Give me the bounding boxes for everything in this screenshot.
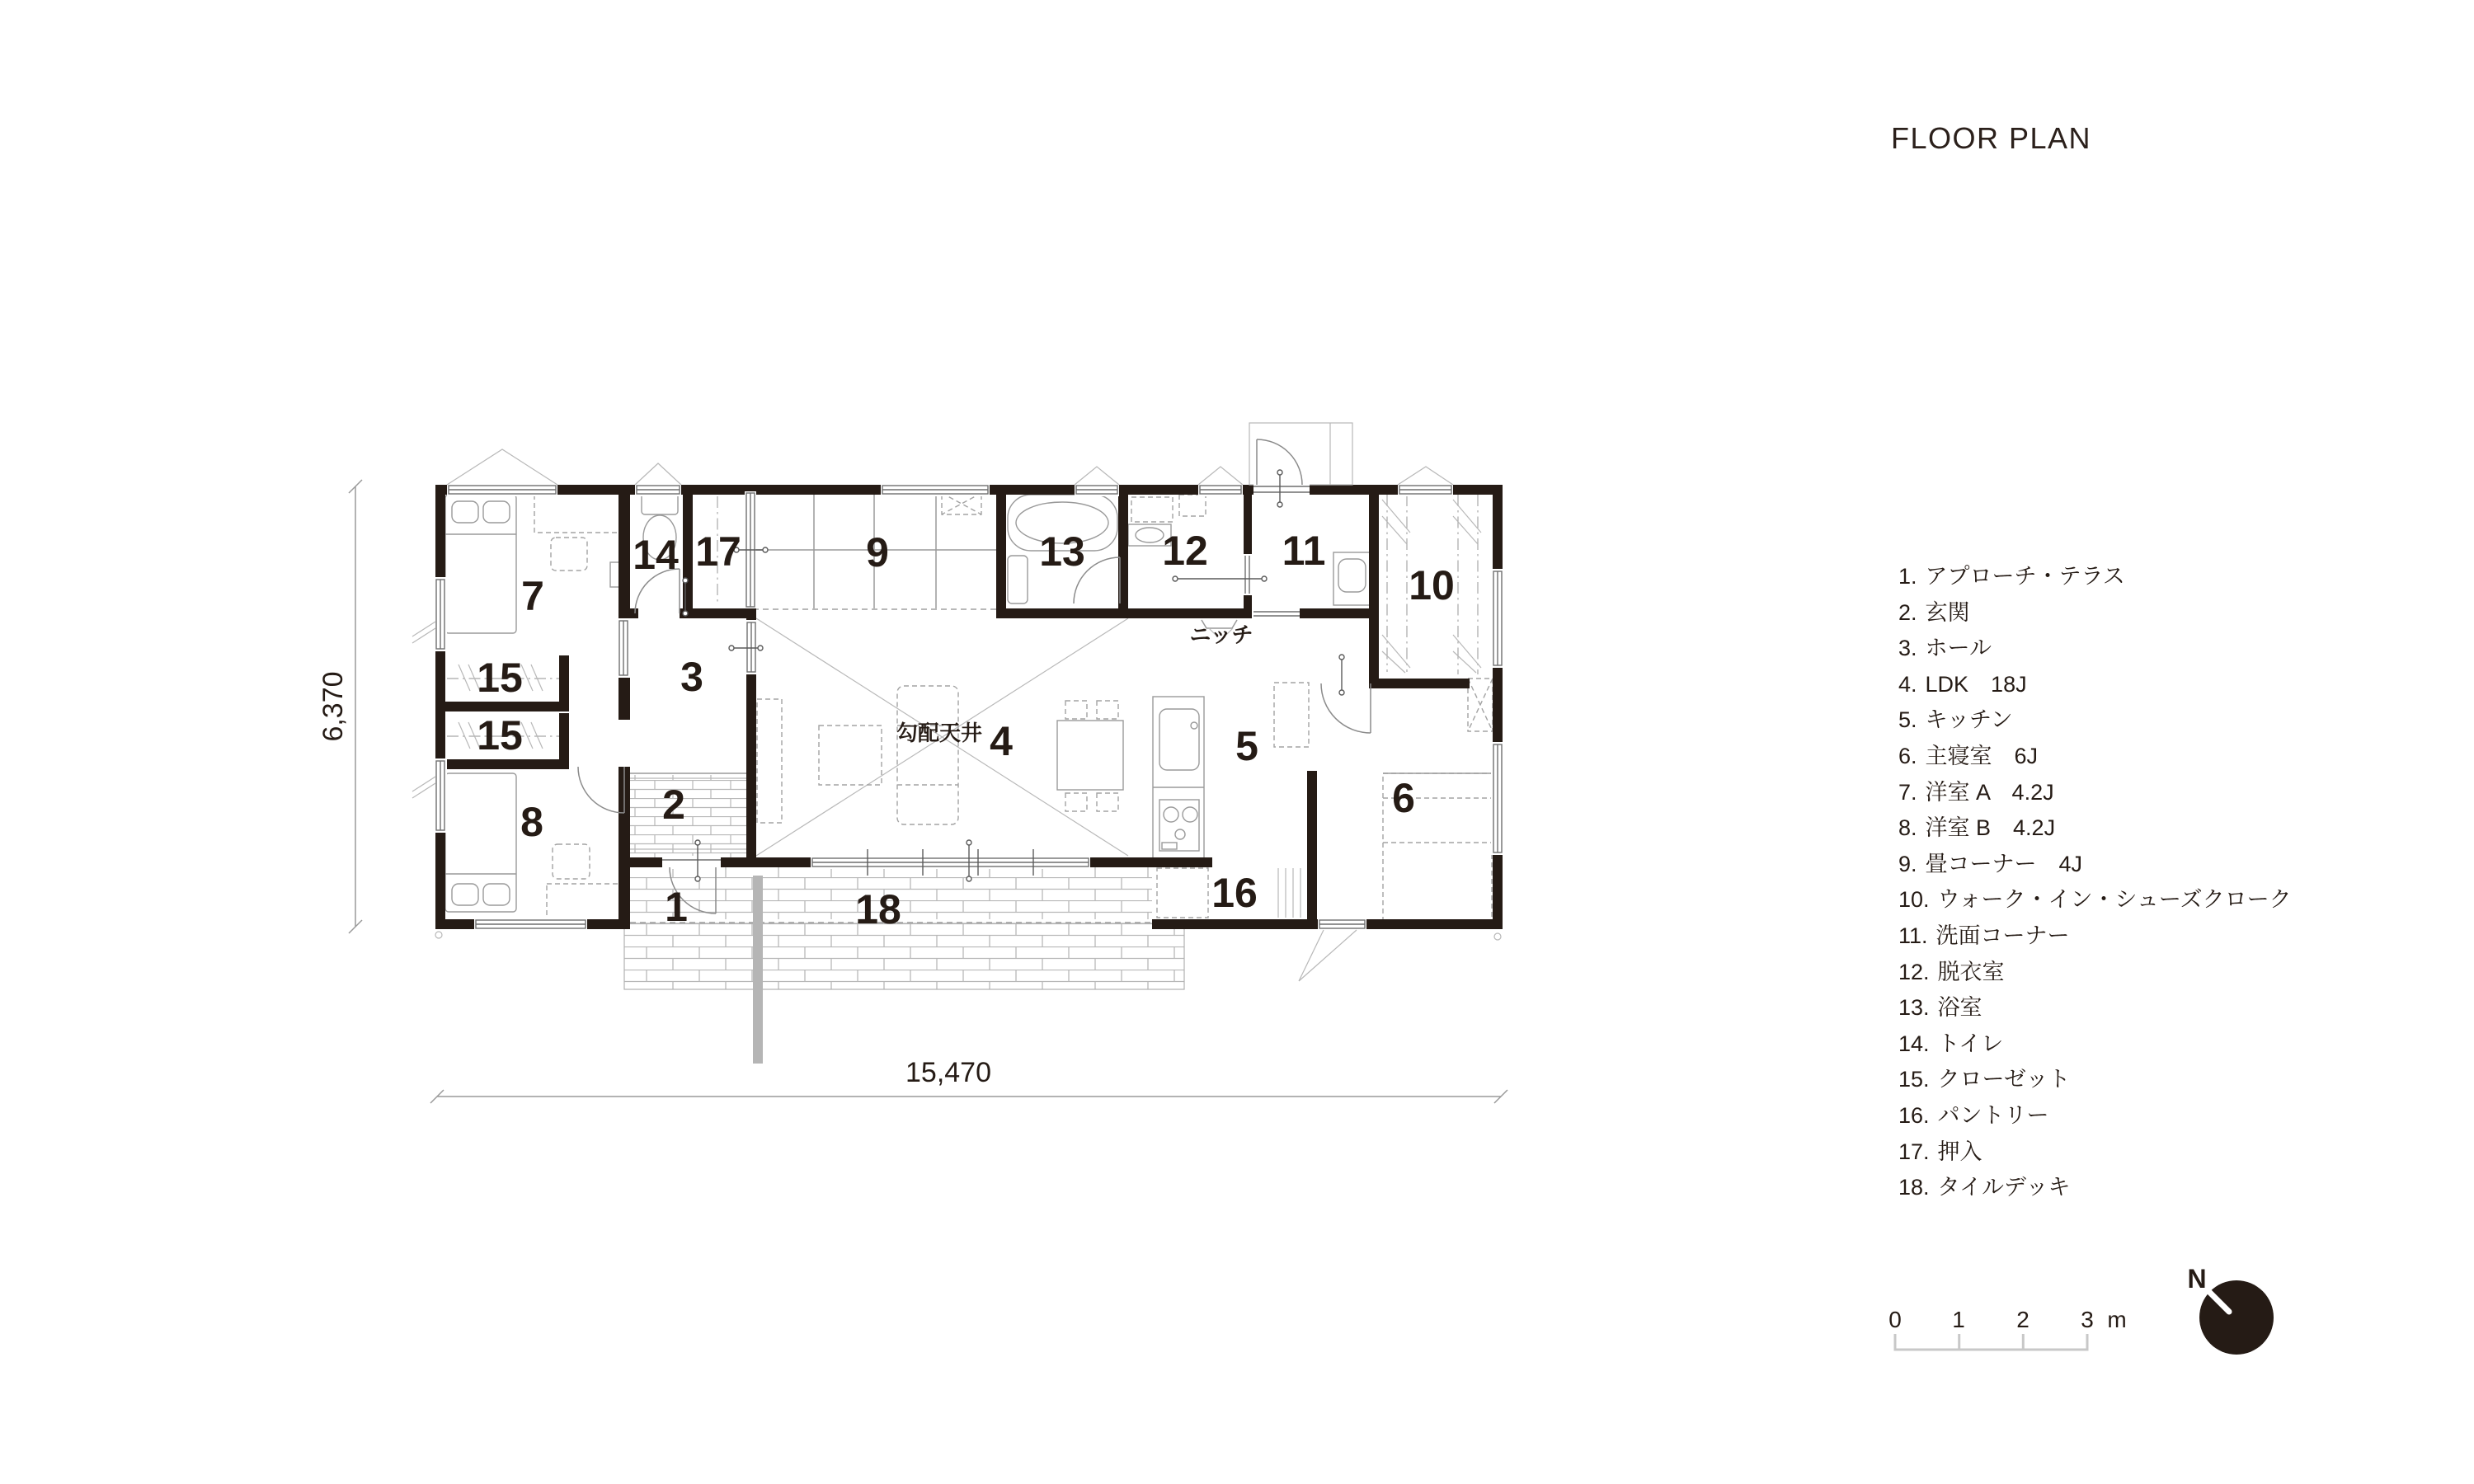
room-label-12: 12 (1162, 528, 1208, 574)
legend-item-number: 8. (1898, 815, 1917, 841)
legend-item (1898, 847, 2292, 883)
gable-mark-toilet (635, 463, 681, 485)
gable-mark-bath (1075, 467, 1119, 485)
door-room6 (1321, 683, 1371, 733)
window-room7-top (447, 483, 557, 496)
legend-item-label: ウォーク・イン・シューズクローク (1937, 887, 2292, 913)
scale-tick-0: 0 (1888, 1307, 1902, 1332)
gable-mark-wic (1398, 467, 1453, 485)
post (753, 876, 763, 1064)
legend-item (1898, 702, 2292, 739)
page-title: FLOOR PLAN (1891, 121, 2092, 155)
room-label-3: 3 (680, 654, 703, 700)
room-label-1: 1 (665, 884, 688, 930)
window-bath-top (1075, 483, 1119, 496)
legend-item-label: クローゼット (1937, 1067, 2071, 1092)
north-arrow (2187, 1264, 2274, 1355)
legend-item-number: 2. (1898, 599, 1917, 625)
legend-item-label: トイレ (1937, 1031, 2004, 1056)
legend-item-label: 玄関 (1925, 599, 1970, 625)
legend-item (1898, 918, 2292, 955)
window-room8-bottom (474, 918, 587, 931)
legend-item (1898, 667, 2292, 703)
window-room12-top (1198, 483, 1243, 496)
legend-item (1898, 559, 2292, 595)
legend-item-label: 浴室 (1937, 995, 1982, 1021)
room-label-11: 11 (1282, 528, 1326, 574)
entrance-tile (630, 775, 746, 857)
room-label-5: 5 (1235, 723, 1258, 769)
room-label-18: 18 (855, 886, 901, 932)
window-room6-right (1491, 742, 1504, 855)
legend-item (1898, 990, 2292, 1026)
room-label-13: 13 (1039, 528, 1085, 575)
room-label-14: 14 (633, 532, 679, 578)
legend-item-number: 14. (1898, 1031, 1930, 1056)
legend-item (1898, 595, 2292, 632)
window-room7-left (434, 577, 447, 651)
legend-item-number: 5. (1898, 707, 1917, 733)
dimension-width-label: 15,470 (905, 1057, 991, 1088)
legend-item (1898, 739, 2292, 775)
legend-item-label: 洗面コーナー (1935, 923, 2070, 948)
wall-break-mark-lower (412, 777, 435, 798)
legend-item-number: 18. (1898, 1175, 1930, 1200)
legend-item-label: 洋室 B 4.2J (1925, 815, 2056, 841)
sliding-door-12-11 (1242, 556, 1253, 594)
legend-item (1898, 631, 2292, 667)
room-label-6: 6 (1392, 775, 1415, 821)
sliding-door-hall-ldk (745, 620, 758, 674)
legend-item (1898, 955, 2292, 991)
gable-mark-room7 (447, 449, 557, 485)
room-label-8: 8 (520, 799, 543, 845)
legend-item (1898, 775, 2292, 811)
legend-list (1898, 559, 2292, 1206)
legend-item-number: 3. (1898, 636, 1917, 661)
room-label-9: 9 (866, 529, 889, 575)
scale-tick-3: 3 (2081, 1307, 2094, 1332)
foundation-vent (1494, 933, 1501, 940)
legend-item (1898, 1098, 2292, 1134)
legend-item-label: 脱衣室 (1937, 959, 2005, 984)
legend-item (1898, 1170, 2292, 1206)
legend-item (1898, 1062, 2292, 1098)
legend-item (1898, 1026, 2292, 1063)
window-wic-right (1491, 569, 1504, 668)
sloped-ceiling-label: 勾配天井 (896, 721, 983, 745)
scale-tick-2: 2 (2016, 1307, 2030, 1332)
scale-unit: m (2107, 1307, 2127, 1332)
room-label-10: 10 (1409, 562, 1455, 608)
dimension-height-label: 6,370 (317, 671, 349, 742)
foundation-vent (435, 932, 442, 938)
legend-item (1898, 1134, 2292, 1171)
tile-areas (624, 775, 1184, 989)
legend-item-label: 畳コーナー 4J (1925, 851, 2083, 876)
legend-item-number: 6. (1898, 743, 1917, 768)
niche-label: ニッチ (1189, 622, 1253, 647)
legend-item-label: パントリー (1937, 1102, 2049, 1128)
tile-deck (624, 923, 1184, 989)
legend-item-label: 主寝室 6J (1925, 743, 2039, 768)
dimensions-layer (317, 480, 1507, 1103)
room-label-16: 16 (1211, 870, 1258, 916)
north-label: N (2187, 1264, 2207, 1294)
legend-item-label: 押入 (1937, 1139, 1982, 1164)
window-toilet-top (635, 483, 681, 496)
legend-item (1898, 882, 2292, 918)
scale-tick-1: 1 (1952, 1307, 1965, 1332)
window-tatami-top (881, 483, 990, 496)
wall-break-mark-upper (412, 622, 435, 643)
legend-item (1898, 810, 2292, 847)
legend-item-number: 16. (1898, 1102, 1930, 1128)
scale-bar (1888, 1307, 2126, 1350)
legend-item-number: 13. (1898, 995, 1930, 1021)
room-label-15b: 15 (477, 712, 523, 758)
window-wic-top (1398, 483, 1453, 496)
legend-item-number: 12. (1898, 959, 1930, 984)
legend-item-number: 4. (1898, 671, 1917, 697)
legend-item-number: 1. (1898, 564, 1917, 589)
scale-ruler (1895, 1334, 2087, 1350)
legend-item-label: キッチン (1925, 707, 2013, 733)
room-label-2: 2 (662, 782, 685, 828)
legend-item-label: LDK 18J (1925, 671, 2027, 697)
legend-item-number: 15. (1898, 1067, 1930, 1092)
legend-item-number: 9. (1898, 851, 1917, 876)
legend-item-label: 洋室 A 4.2J (1925, 779, 2054, 805)
legend-item-number: 7. (1898, 779, 1917, 805)
window-room6-bottom (1318, 918, 1366, 931)
window-room8-left (434, 758, 447, 833)
room-label-15a: 15 (477, 655, 523, 701)
room-label-7: 7 (521, 573, 544, 619)
legend-item-number: 10. (1898, 887, 1930, 913)
room-label-17: 17 (695, 528, 741, 575)
legend-item-label: ホール (1925, 636, 1992, 661)
legend-item-number: 11. (1898, 923, 1928, 948)
sliding-door-hall-room7 (617, 618, 630, 678)
vent-mark (1299, 930, 1357, 981)
legend-item-number: 17. (1898, 1139, 1930, 1164)
legend-item-label: タイルデッキ (1937, 1175, 2071, 1200)
gable-mark-room12 (1198, 467, 1243, 485)
sliding-door-ldk-washroom (1253, 612, 1300, 616)
room-label-4: 4 (990, 718, 1013, 764)
legend-item-label: アプローチ・テラス (1925, 564, 2125, 589)
